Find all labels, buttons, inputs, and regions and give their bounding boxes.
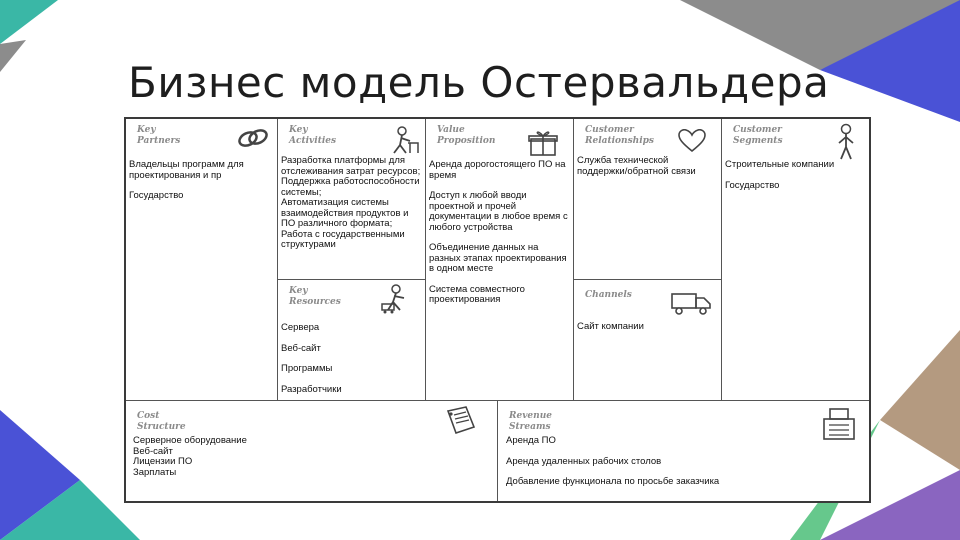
list-item: Веб-сайт [281, 342, 321, 354]
list-item: Строительные компании [725, 159, 835, 170]
delivery-truck-icon [670, 290, 712, 316]
gift-box-icon [528, 129, 558, 157]
chain-link-icon [236, 125, 270, 151]
customer-relationships-block [574, 119, 722, 280]
key-partners-list [129, 160, 273, 212]
channels-header: Channels [585, 290, 632, 300]
list-item: Разработка платформы для отслеживания затрат ресурсов; [281, 155, 421, 177]
list-item: Поддержка работоспособности системы; [281, 176, 420, 198]
list-item: Государство [129, 190, 184, 201]
list-item: Лицензии ПО [133, 456, 193, 467]
list-item: Добавление функционала по просьбе заказчика [506, 476, 720, 487]
list-item: Сайт компании [577, 321, 644, 332]
right-tan-triangle [880, 330, 960, 470]
cost-structure-list [133, 436, 493, 478]
customer-relationships-list [577, 156, 717, 187]
value-proposition-block [426, 119, 574, 401]
value-proposition-header: Value Proposition [437, 125, 496, 146]
customer-segments-list [725, 160, 865, 201]
list-item: Аренда ПО [506, 435, 556, 446]
channels-block [574, 280, 722, 401]
key-activities-header: Key Activities [289, 125, 337, 146]
key-partners-block [126, 119, 278, 401]
list-item: Зарплаты [133, 466, 177, 478]
revenue-streams-block [498, 401, 869, 501]
channels-list [577, 322, 717, 343]
key-resources-block [278, 280, 426, 401]
worker-with-cart-icon [378, 284, 414, 314]
list-item: Владельцы программ для проектирования и пр [129, 159, 244, 181]
list-item: Доступ к любой вводи проектной и прочей документации в любое время с любого устройства [429, 190, 568, 233]
list-item: Аренда удаленных рабочих столов [506, 455, 662, 467]
list-item: Сервера [281, 322, 320, 333]
list-item: Аренда дорогостоящего ПО на время [429, 159, 566, 181]
list-item: Программы [281, 363, 333, 374]
slide-title: Бизнес модель Остервальдера [128, 58, 830, 107]
cost-structure-block [126, 401, 498, 501]
top-left-gray-triangle [0, 40, 26, 72]
list-item: Объединение данных на разных этапах проектирования в одном месте [429, 242, 567, 274]
list-item: Автоматизация системы взаимодействия продуктов и ПО различного формата; [281, 197, 409, 229]
business-model-canvas [124, 117, 871, 503]
value-proposition-list [429, 160, 569, 316]
list-item: Система совместного проектирования [429, 283, 525, 305]
key-activities-list [281, 156, 421, 251]
person-standing-icon [832, 123, 860, 161]
list-item: Работа с государственными структурами [281, 228, 405, 250]
customer-segments-block [722, 119, 869, 401]
list-item: Серверное оборудование [133, 435, 247, 446]
customer-relationships-header: Customer Relationships [585, 125, 654, 146]
list-item: Веб-сайт [133, 445, 173, 457]
revenue-streams-header: Revenue Streams [509, 411, 552, 432]
heart-icon [678, 129, 706, 153]
revenue-streams-list [506, 436, 865, 498]
key-partners-header: Key Partners [137, 125, 181, 146]
price-tag-icon [444, 405, 478, 435]
list-item: Разработчики [281, 383, 342, 395]
list-item: Государство [725, 179, 780, 191]
customer-segments-header: Customer Segments [733, 125, 783, 146]
key-resources-header: Key Resources [289, 286, 341, 307]
cost-structure-header: Cost Structure [137, 411, 186, 432]
key-activities-block [278, 119, 426, 280]
top-left-teal-triangle [0, 0, 58, 44]
worker-at-desk-icon [388, 125, 420, 155]
list-item: Служба технической поддержки/обратной связи [577, 155, 696, 177]
key-resources-list [281, 323, 421, 401]
